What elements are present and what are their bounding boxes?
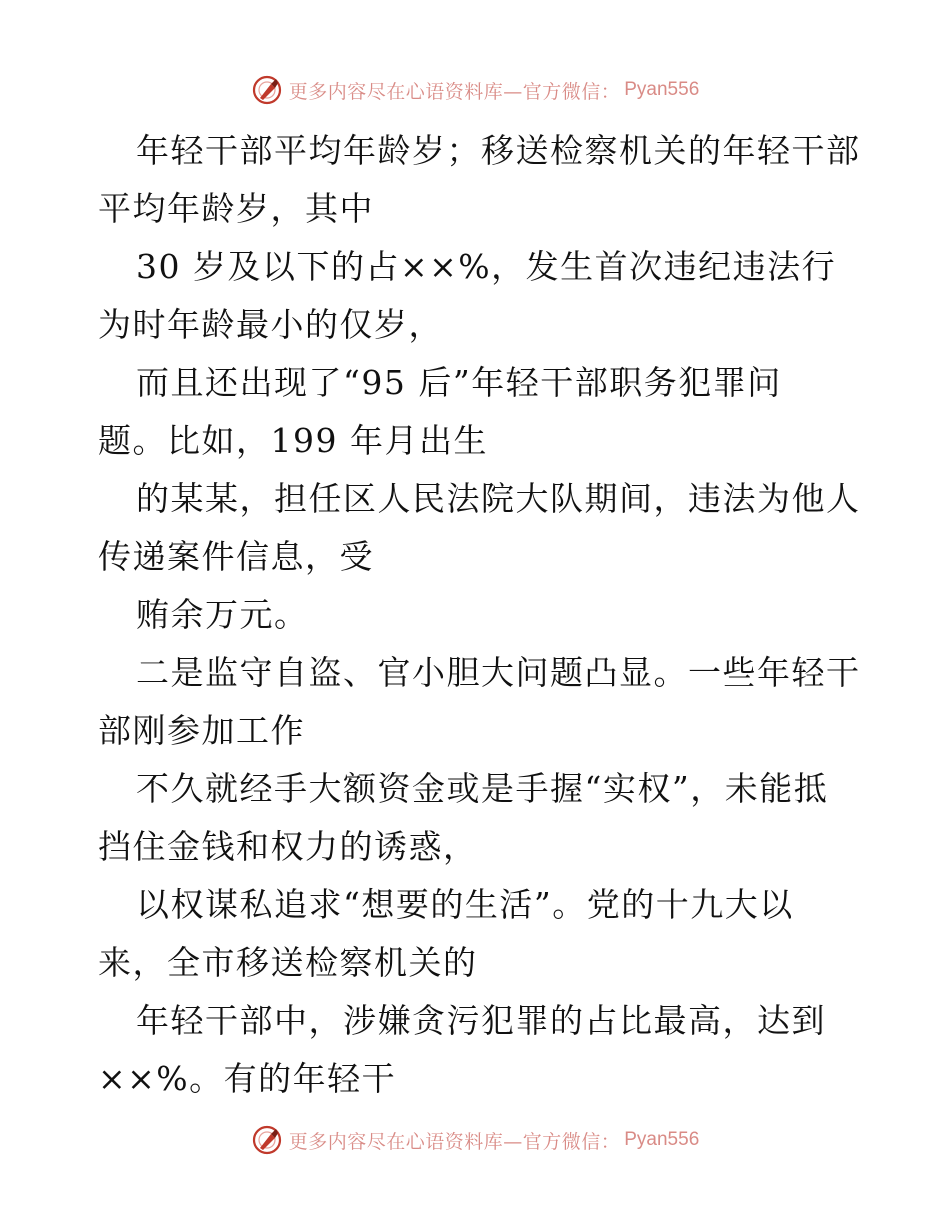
body-line: 部刚参加工作 bbox=[98, 711, 305, 750]
body-line: 的某某，担任区人民法院大队期间，违法为他人 bbox=[136, 479, 861, 518]
watermark-handle: Pyan556 bbox=[624, 1129, 700, 1150]
body-line: 挡住金钱和权力的诱惑， bbox=[98, 827, 478, 866]
footer-watermark bbox=[0, 1122, 950, 1158]
body-line: 年轻干部平均年龄岁；移送检察机关的年轻干部 bbox=[136, 131, 861, 170]
pen-nib-circle-icon bbox=[251, 1124, 283, 1156]
body-line: 以权谋私追求“想要的生活”。党的十九大以 bbox=[136, 885, 794, 924]
body-line: 年轻干部中，涉嫌贪污犯罪的占比最高，达到 bbox=[136, 1001, 826, 1040]
watermark-site-text: 更多内容尽在心语资料库—官方微信： bbox=[288, 80, 621, 103]
body-line: 30 岁及以下的占××%，发生首次违纪违法行 bbox=[136, 247, 837, 286]
body-line: 贿余万元。 bbox=[136, 595, 309, 634]
body-line: 题。比如，199 年月出生 bbox=[98, 421, 488, 460]
body-line: 而且还出现了“95 后”年轻干部职务犯罪问 bbox=[136, 363, 782, 402]
body-line: 不久就经手大额资金或是手握“实权”，未能抵 bbox=[136, 769, 829, 808]
body-line: 来，全市移送检察机关的 bbox=[98, 943, 478, 982]
body-line: 平均年龄岁，其中 bbox=[98, 189, 374, 228]
body-line: 二是监守自盗、官小胆大问题凸显。一些年轻干 bbox=[136, 653, 861, 692]
watermark-site-text: 更多内容尽在心语资料库—官方微信： bbox=[288, 1130, 621, 1153]
header-watermark bbox=[0, 72, 950, 108]
watermark-handle: Pyan556 bbox=[624, 79, 700, 100]
body-line: 为时年龄最小的仅岁， bbox=[98, 305, 443, 344]
pen-nib-circle-icon bbox=[251, 74, 283, 106]
body-line: 传递案件信息，受 bbox=[98, 537, 374, 576]
document-body bbox=[98, 122, 861, 1108]
body-line: ××%。有的年轻干 bbox=[98, 1059, 397, 1098]
